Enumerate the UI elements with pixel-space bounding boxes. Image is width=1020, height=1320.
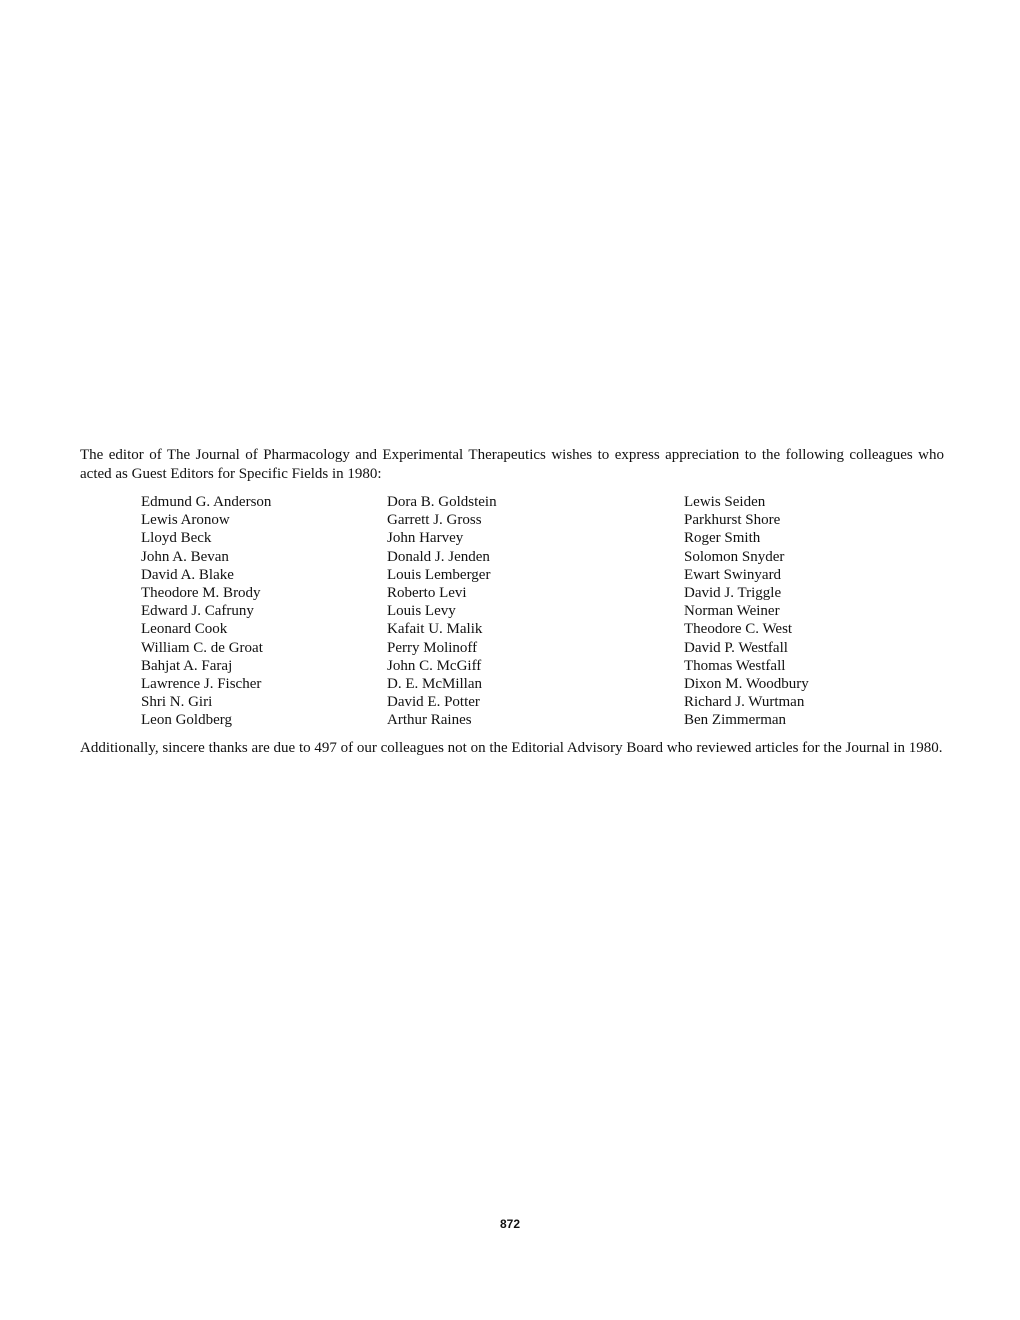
guest-editor-name: Roger Smith bbox=[684, 530, 761, 547]
guest-editors-column-1 bbox=[141, 493, 271, 729]
guest-editor-name: William C. de Groat bbox=[141, 639, 263, 656]
guest-editor-name: Shri N. Giri bbox=[141, 694, 213, 711]
guest-editor-name: John Harvey bbox=[387, 530, 464, 547]
page-number: 872 bbox=[499, 1217, 521, 1231]
guest-editor-name: Ben Zimmerman bbox=[684, 712, 787, 729]
guest-editor-name: Thomas Westfall bbox=[684, 657, 786, 674]
guest-editor-name: Donald J. Jenden bbox=[387, 548, 490, 565]
guest-editor-name: David A. Blake bbox=[141, 566, 234, 583]
guest-editor-name: Parkhurst Shore bbox=[684, 512, 781, 529]
guest-editor-name: David P. Westfall bbox=[684, 639, 788, 656]
guest-editor-name: Perry Molinoff bbox=[387, 639, 478, 656]
guest-editor-name: Ewart Swinyard bbox=[684, 566, 782, 583]
guest-editor-name: Dora B. Goldstein bbox=[387, 494, 497, 510]
guest-editor-name: Louis Levy bbox=[387, 603, 456, 620]
guest-editor-name: Lewis Aronow bbox=[141, 512, 230, 529]
guest-editor-name: Lewis Seiden bbox=[684, 494, 766, 510]
guest-editor-name: Bahjat A. Faraj bbox=[141, 657, 233, 674]
guest-editor-name: Solomon Snyder bbox=[684, 548, 785, 565]
guest-editor-name: David J. Triggle bbox=[684, 584, 782, 601]
guest-editor-name: Louis Lemberger bbox=[387, 566, 491, 583]
guest-editor-name: Norman Weiner bbox=[684, 603, 780, 620]
guest-editors-list bbox=[141, 493, 901, 733]
guest-editor-name: Kafait U. Malik bbox=[387, 621, 483, 638]
guest-editor-name: Lloyd Beck bbox=[141, 530, 212, 547]
guest-editors-column-2 bbox=[387, 493, 497, 729]
guest-editor-name: Lawrence J. Fischer bbox=[141, 675, 262, 692]
guest-editor-name: Theodore C. West bbox=[684, 621, 793, 638]
guest-editor-name: Theodore M. Brody bbox=[141, 584, 261, 601]
guest-editor-name: Leon Goldberg bbox=[141, 712, 232, 729]
guest-editor-name: D. E. McMillan bbox=[387, 675, 482, 692]
guest-editor-name: John A. Bevan bbox=[141, 548, 229, 565]
guest-editor-name: Leonard Cook bbox=[141, 621, 228, 638]
guest-editor-name: Roberto Levi bbox=[387, 584, 467, 601]
guest-editor-name: David E. Potter bbox=[387, 694, 480, 711]
guest-editor-name: Edmund G. Anderson bbox=[141, 494, 272, 510]
guest-editor-name: John C. McGiff bbox=[387, 657, 482, 674]
intro-paragraph: The editor of The Journal of Pharmacology and Experimental Therapeutics wishes to express appreciation to the following colleagues who acted as Guest Editors for Specific Fields in 1980: bbox=[80, 447, 944, 482]
guest-editor-name: Edward J. Cafruny bbox=[141, 603, 254, 620]
closing-paragraph: Additionally, sincere thanks are due to 497 of our colleagues not on the Editorial Advisory Board who reviewed articles for the Journal in 1980. bbox=[80, 740, 943, 756]
guest-editor-name: Richard J. Wurtman bbox=[684, 694, 805, 711]
guest-editor-name: Arthur Raines bbox=[387, 712, 472, 729]
guest-editor-name: Garrett J. Gross bbox=[387, 512, 482, 529]
guest-editors-column-3 bbox=[684, 493, 809, 729]
guest-editor-name: Dixon M. Woodbury bbox=[684, 675, 809, 692]
